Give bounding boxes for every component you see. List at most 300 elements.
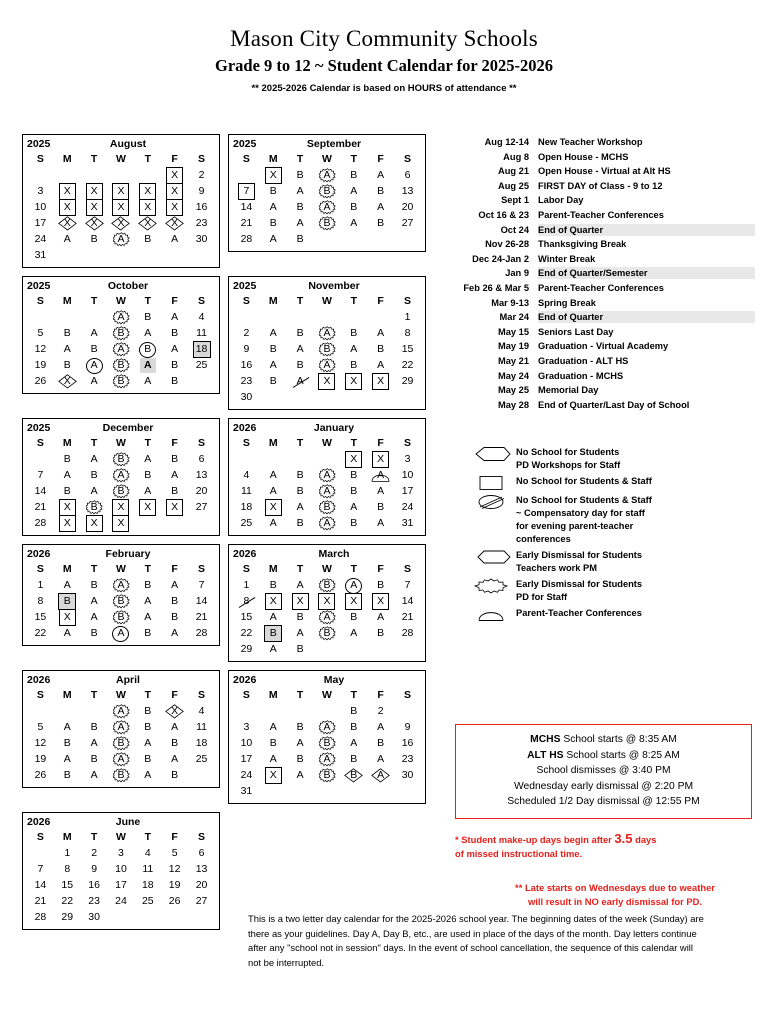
weekday-header: S — [36, 689, 44, 701]
day-cell: X — [314, 593, 341, 609]
day-cell: B — [350, 200, 358, 213]
day-cell: B — [314, 183, 341, 199]
day-cell: 1 — [243, 578, 250, 591]
day-cell: B — [63, 358, 71, 371]
legend-row — [470, 549, 760, 575]
legend-line: PD for Staff — [516, 592, 568, 602]
day-cell — [54, 703, 81, 719]
day-cell: A — [171, 342, 179, 355]
day-cell: A — [350, 342, 358, 355]
weekday-header: T — [296, 437, 304, 449]
event-label: Spring Break — [538, 297, 596, 308]
legend-row — [470, 607, 760, 623]
week-row — [27, 357, 215, 373]
day-cell: 30 — [88, 910, 100, 923]
week-row — [27, 451, 215, 467]
weekday-header: F — [377, 437, 384, 449]
day-cell: A — [144, 610, 152, 623]
event-date: May 28 — [497, 399, 529, 410]
event-label: Memorial Day — [538, 385, 599, 396]
calendar-month-name: November — [308, 280, 360, 292]
day-cell: A — [377, 358, 385, 371]
day-cell — [260, 703, 287, 719]
day-cell: A — [171, 752, 179, 765]
day-cell — [314, 641, 341, 657]
event-row — [455, 224, 755, 236]
weekday-header: T — [350, 437, 357, 449]
day-cell: A — [296, 342, 304, 355]
calendar-year: 2026 — [27, 674, 51, 686]
day-cell: A — [144, 594, 152, 607]
week-row — [27, 767, 215, 783]
day-cell: A — [377, 200, 385, 213]
weekday-header: T — [296, 295, 304, 307]
weekday-header: M — [268, 153, 278, 165]
day-cell: 1 — [64, 846, 71, 859]
day-cell: B — [377, 342, 385, 355]
week-row — [233, 515, 421, 531]
weekday-header: T — [350, 689, 357, 701]
weekday-header: S — [198, 831, 206, 843]
day-cell: 15 — [240, 610, 253, 623]
day-cell: A — [90, 610, 98, 623]
day-cell: A — [269, 642, 277, 655]
day-cell — [27, 703, 54, 719]
day-cell: B — [63, 326, 71, 339]
slashed-ellipse-icon — [470, 494, 516, 510]
day-cell: X — [367, 451, 394, 467]
event-row — [455, 194, 755, 206]
day-cell: A — [314, 609, 341, 625]
day-cell: B — [296, 752, 304, 765]
weekday-header: S — [198, 689, 206, 701]
day-cell: 30 — [240, 390, 253, 403]
legend-line: No School for Students — [516, 447, 620, 457]
day-cell: 30 — [195, 232, 208, 245]
month-calendar-october — [22, 276, 220, 394]
day-cell: B — [350, 168, 358, 181]
week-row — [27, 909, 215, 925]
althhs-start: School starts @ 8:25 AM — [563, 749, 680, 761]
weekday-header: S — [198, 437, 206, 449]
legend-line: Early Dismissal for Students — [516, 550, 643, 560]
day-cell: 5 — [37, 326, 44, 339]
day-cell: B — [90, 720, 98, 733]
day-cell — [287, 783, 314, 799]
day-cell: X — [340, 451, 367, 467]
day-cell — [340, 389, 367, 405]
day-cell: B — [269, 374, 277, 387]
day-cell: X — [340, 593, 367, 609]
day-cell: B — [144, 752, 152, 765]
day-cell: A — [314, 483, 341, 499]
weekday-header: S — [242, 437, 250, 449]
day-cell: 23 — [240, 374, 253, 387]
week-row — [27, 893, 215, 909]
calendar-month-name: June — [115, 816, 141, 828]
late-start-line1: ** Late starts on Wednesdays due to weather — [515, 882, 715, 893]
day-cell: 24 — [34, 232, 47, 245]
day-cell: B — [90, 752, 98, 765]
event-row — [455, 340, 755, 352]
week-row — [233, 215, 421, 231]
week-row — [233, 325, 421, 341]
day-cell: B — [350, 484, 358, 497]
day-cell — [340, 309, 367, 325]
event-label: Thanksgiving Break — [538, 239, 627, 250]
day-cell: 6 — [198, 452, 205, 465]
day-cell: B — [377, 216, 385, 229]
legend-line: for evening parent-teacher — [516, 521, 634, 531]
day-cell: B — [296, 516, 304, 529]
day-cell — [81, 167, 108, 183]
day-cell: X — [54, 609, 81, 625]
day-cell: B — [314, 735, 341, 751]
calendar-year: 2025 — [27, 422, 51, 434]
weekday-header: S — [404, 295, 412, 307]
day-cell: X — [260, 767, 287, 783]
event-date: Aug 21 — [498, 166, 529, 177]
day-cell: X — [54, 215, 81, 231]
day-cell: 3 — [37, 184, 44, 197]
day-cell: B — [350, 610, 358, 623]
week-row — [27, 515, 215, 531]
day-cell — [260, 451, 287, 467]
weekday-header: F — [377, 153, 384, 165]
day-cell: X — [161, 499, 188, 515]
day-cell: X — [161, 703, 188, 719]
day-cell: A — [144, 326, 152, 339]
day-cell: A — [108, 625, 135, 641]
day-cell: A — [314, 719, 341, 735]
day-cell: 11 — [240, 484, 252, 497]
day-cell: A — [63, 468, 71, 481]
late-start-line2: will result in NO early dismissal for PD. — [527, 895, 702, 907]
event-row — [455, 326, 755, 338]
day-cell: 12 — [34, 342, 47, 355]
day-cell: 10 — [401, 468, 414, 481]
day-cell: A — [296, 626, 304, 639]
day-cell — [161, 515, 188, 531]
day-cell: 31 — [401, 516, 414, 529]
day-cell: A — [269, 200, 277, 213]
day-cell: A — [63, 720, 71, 733]
day-cell: 21 — [34, 500, 47, 513]
footnote: This is a two letter day calendar for the 2025-2026 school year. The beginning dates of the week (Sunday) are there as your guidelines. Day A, Day B, etc., are used in place of the days of the month. Day letters continue after any "school not in session" days. In the event of school cancellation, the sequence of this calendar will not be interrupted. — [248, 913, 704, 968]
day-cell: A — [144, 768, 152, 781]
week-row — [27, 609, 215, 625]
day-cell: 4 — [198, 704, 205, 717]
month-calendar-february — [22, 544, 220, 646]
calendar-month-name: August — [109, 138, 147, 150]
day-cell: B — [108, 325, 135, 341]
day-cell: 23 — [88, 894, 100, 907]
day-cell — [27, 309, 54, 325]
day-cell: A — [350, 626, 358, 639]
day-cell: A — [269, 720, 277, 733]
day-cell: B — [260, 625, 287, 641]
day-cell: A — [269, 232, 277, 245]
day-cell: 11 — [196, 326, 207, 339]
day-cell: B — [314, 215, 341, 231]
event-label: Open House - Virtual at Alt HS — [538, 166, 671, 177]
day-cell: X — [54, 373, 81, 389]
day-cell: 6 — [404, 168, 411, 181]
day-cell: A — [108, 341, 135, 357]
day-cell: A — [63, 578, 71, 591]
event-row — [455, 297, 755, 309]
day-cell: X — [54, 515, 81, 531]
calendar-month-name: December — [102, 422, 154, 434]
day-cell — [233, 703, 260, 719]
day-cell: A — [269, 326, 277, 339]
month-calendar-may — [228, 670, 426, 804]
day-cell: B — [108, 357, 135, 373]
day-cell: A — [314, 199, 341, 215]
event-row — [455, 370, 755, 382]
legend-line: No School for Students & Staff — [516, 476, 652, 486]
week-row — [27, 183, 215, 199]
event-label: End of Quarter/Semester — [538, 267, 755, 279]
weekday-header: T — [350, 153, 357, 165]
event-date: Sept 1 — [501, 195, 529, 206]
week-row — [27, 215, 215, 231]
event-label: End of Quarter — [538, 311, 755, 323]
day-cell: A — [144, 374, 152, 387]
calendar-year: 2026 — [27, 548, 51, 560]
day-cell — [394, 231, 421, 247]
week-row — [27, 483, 215, 499]
weekday-header: F — [171, 153, 178, 165]
day-cell — [394, 641, 421, 657]
dismiss-time: School dismisses @ 3:40 PM — [536, 765, 671, 776]
day-cell: 16 — [88, 878, 100, 891]
event-label: Parent-Teacher Conferences — [538, 209, 664, 220]
day-cell: B — [296, 232, 304, 245]
day-cell — [54, 247, 81, 263]
weekday-header: M — [62, 831, 72, 843]
day-cell: 16 — [195, 200, 208, 213]
day-cell: A — [296, 184, 304, 197]
day-cell: 24 — [115, 894, 127, 907]
day-cell — [367, 389, 394, 405]
day-cell: B — [171, 484, 179, 497]
day-cell: A — [108, 719, 135, 735]
square-icon — [470, 475, 516, 491]
calendar-year: 2026 — [233, 674, 257, 686]
week-row — [27, 199, 215, 215]
weekday-header: T — [144, 153, 151, 165]
day-cell: 18 — [141, 878, 154, 891]
week-row — [27, 751, 215, 767]
day-cell: 7 — [198, 578, 205, 591]
week-row — [233, 483, 421, 499]
day-cell: X — [81, 515, 108, 531]
day-cell: A — [350, 500, 358, 513]
week-row — [27, 625, 215, 641]
week-row — [27, 703, 215, 719]
day-cell: B — [350, 720, 358, 733]
day-cell: 27 — [195, 500, 208, 513]
calendar-year: 2025 — [27, 280, 51, 292]
day-cell: A — [314, 515, 341, 531]
weekday-header: S — [242, 563, 250, 575]
day-cell: A — [144, 736, 152, 749]
weekday-header: F — [171, 437, 178, 449]
day-cell: B — [269, 578, 277, 591]
weekday-header: M — [62, 689, 72, 701]
day-cell: 16 — [240, 358, 253, 371]
day-cell: B — [144, 578, 152, 591]
day-cell: X — [340, 373, 367, 389]
day-cell: A — [144, 484, 152, 497]
day-cell: A — [269, 752, 277, 765]
day-cell: A — [171, 578, 179, 591]
day-cell: 9 — [243, 342, 250, 355]
day-cell: 12 — [34, 736, 47, 749]
weekday-header: T — [90, 153, 98, 165]
event-row — [455, 180, 755, 192]
week-row — [233, 641, 421, 657]
day-cell: B — [171, 358, 179, 371]
day-cell: A — [314, 325, 341, 341]
day-cell: 29 — [240, 642, 253, 655]
makeup-post: days — [632, 834, 657, 845]
day-cell: B — [144, 626, 152, 639]
day-cell: X — [161, 183, 188, 199]
legend-row — [470, 494, 760, 546]
day-cell: 10 — [34, 200, 47, 213]
day-cell: 8 — [233, 593, 260, 609]
day-cell: X — [134, 199, 161, 215]
week-row — [27, 341, 215, 357]
day-cell: A — [171, 468, 179, 481]
day-cell — [54, 309, 81, 325]
event-date: Oct 16 & 23 — [478, 209, 529, 220]
page-title: Mason City Community Schools — [230, 26, 538, 51]
day-cell — [188, 515, 215, 531]
day-cell: 21 — [34, 894, 47, 907]
legend-line: PD Workshops for Staff — [516, 460, 621, 470]
day-cell: B — [377, 500, 385, 513]
day-cell: 23 — [401, 752, 414, 765]
day-cell: B — [377, 184, 385, 197]
calendar-month-name: May — [323, 674, 345, 686]
day-cell — [108, 909, 135, 925]
week-row — [27, 247, 215, 263]
day-cell: X — [54, 499, 81, 515]
day-cell: A — [269, 516, 277, 529]
day-cell — [367, 231, 394, 247]
day-cell: 27 — [401, 216, 414, 229]
day-cell — [108, 167, 135, 183]
day-cell: X — [54, 199, 81, 215]
day-cell: 23 — [195, 216, 208, 229]
day-cell — [260, 309, 287, 325]
weekday-header: T — [90, 295, 98, 307]
day-cell: X — [260, 593, 287, 609]
day-cell: 20 — [195, 484, 208, 497]
day-cell: A — [269, 358, 277, 371]
day-cell: 13 — [195, 862, 208, 875]
day-cell — [287, 389, 314, 405]
weekday-header: F — [171, 295, 178, 307]
day-cell: 11 — [196, 720, 207, 733]
day-cell: 13 — [401, 184, 414, 197]
day-cell: 19 — [34, 358, 47, 371]
day-cell: 8 — [64, 862, 71, 875]
day-cell — [134, 909, 161, 925]
event-label: Parent-Teacher Conferences — [538, 282, 664, 293]
event-row — [455, 136, 755, 148]
day-cell: A — [108, 309, 135, 325]
day-cell: B — [108, 609, 135, 625]
day-cell: 24 — [401, 500, 414, 513]
event-row — [455, 355, 755, 367]
week-row — [233, 199, 421, 215]
makeup-days-note — [455, 832, 755, 860]
weekday-header: S — [36, 831, 44, 843]
event-date: Nov 26-28 — [485, 239, 529, 250]
day-cell: 17 — [240, 752, 253, 765]
weekday-header: S — [242, 295, 250, 307]
day-cell: X — [367, 593, 394, 609]
day-cell: X — [367, 373, 394, 389]
day-cell: 25 — [195, 358, 208, 371]
legend-line: No School for Students & Staff — [516, 495, 652, 505]
calendar-month-name: March — [318, 548, 350, 560]
calendar-year: 2025 — [233, 280, 257, 292]
day-cell: 9 — [198, 184, 205, 197]
weekday-header: M — [268, 295, 278, 307]
weekday-header: S — [404, 689, 412, 701]
day-cell: X — [260, 167, 287, 183]
event-label: FIRST DAY of Class - 9 to 12 — [538, 180, 663, 191]
day-cell — [314, 703, 341, 719]
day-cell — [27, 845, 54, 861]
weekday-header: W — [321, 153, 332, 165]
day-cell: 11 — [142, 862, 154, 875]
day-cell: B — [171, 610, 179, 623]
weekday-header: W — [115, 831, 126, 843]
day-cell: 14 — [195, 594, 208, 607]
day-cell: B — [350, 752, 358, 765]
day-cell: A — [377, 610, 385, 623]
week-row — [233, 577, 421, 593]
day-cell: A — [108, 703, 135, 719]
event-row — [455, 282, 755, 294]
day-cell: A — [314, 467, 341, 483]
day-cell: A — [269, 468, 277, 481]
day-cell: A — [377, 516, 385, 529]
day-cell: A — [340, 577, 367, 593]
weekday-header: T — [144, 689, 151, 701]
calendar-grid — [22, 134, 452, 938]
day-cell: 7 — [37, 468, 44, 481]
day-cell: B — [171, 594, 179, 607]
day-cell: X — [134, 183, 161, 199]
day-cell: 10 — [240, 736, 253, 749]
weekday-header: S — [198, 563, 206, 575]
day-cell — [188, 373, 215, 389]
day-cell: 14 — [401, 594, 414, 607]
day-cell: X — [81, 215, 108, 231]
late-start-note — [470, 881, 760, 908]
week-row — [27, 845, 215, 861]
day-cell: A — [377, 484, 385, 497]
weekday-header: W — [321, 689, 332, 701]
day-cell: B — [90, 626, 98, 639]
